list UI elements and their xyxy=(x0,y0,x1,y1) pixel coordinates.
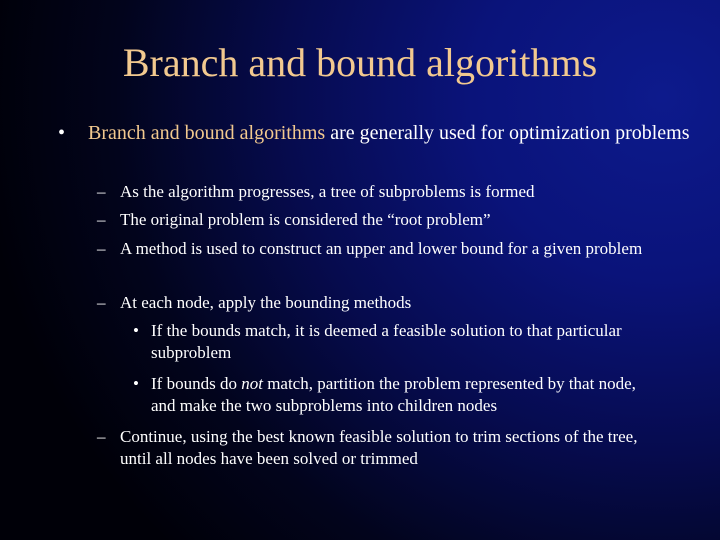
dash-marker: – xyxy=(97,427,106,446)
slide-title: Branch and bound algorithms xyxy=(122,40,598,85)
dash-marker: – xyxy=(97,210,106,229)
bullet-marker: • xyxy=(133,321,139,340)
subsub-bullet-1-text: If the bounds match, it is deemed a feasible solution to that particular subproblem xyxy=(151,321,622,362)
bullet-marker: • xyxy=(133,374,139,393)
subsub-bullet-2-post: match, partition the problem represented by that node, and make the two subproblems into children nodes xyxy=(151,374,636,415)
subsub-bullet-2-emph: not xyxy=(241,374,263,393)
subsub-bullet-1 xyxy=(133,320,663,364)
sub-bullet-3 xyxy=(97,238,672,260)
main-bullet-text xyxy=(88,120,698,147)
dash-marker: – xyxy=(97,182,106,201)
subsub-bullet-2-text xyxy=(151,373,663,417)
sub-bullet-5-text: Continue, using the best known feasible solution to trim sections of the tree, until all nodes have been solved or trimmed xyxy=(120,427,638,468)
sub-bullet-3-text: A method is used to construct an upper and lower bound for a given problem xyxy=(120,239,643,258)
sub-bullet-5 xyxy=(97,426,672,470)
sub-bullet-2 xyxy=(97,209,672,231)
main-bullet-rest: are generally used for optimization problems xyxy=(325,122,690,144)
sub-bullet-2-text: The original problem is considered the “root problem” xyxy=(120,210,491,229)
sub-bullet-1 xyxy=(97,181,672,203)
dash-marker: – xyxy=(97,293,106,312)
main-bullet-lead: Branch and bound algorithms xyxy=(88,122,326,144)
main-bullet xyxy=(58,120,698,147)
sub-bullet-1-text: As the algorithm progresses, a tree of subproblems is formed xyxy=(120,182,535,201)
bullet-marker: • xyxy=(58,122,66,144)
dash-marker: – xyxy=(97,239,106,258)
sub-bullet-4 xyxy=(97,292,672,314)
sub-bullet-4-text: At each node, apply the bounding methods xyxy=(120,293,412,312)
subsub-bullet-2-pre: If bounds do xyxy=(151,374,242,393)
subsub-bullet-2 xyxy=(133,373,663,417)
